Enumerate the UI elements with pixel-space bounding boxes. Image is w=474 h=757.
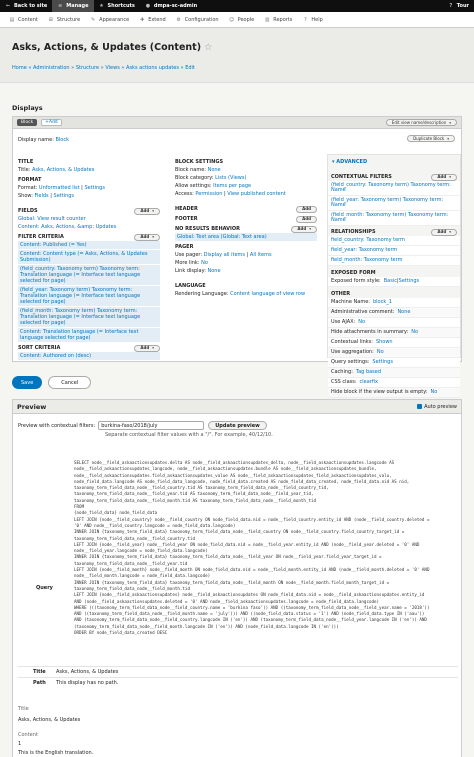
relationship-link[interactable]: field_country: Taxonomy term	[331, 237, 405, 243]
preview-path-value: This display has no path.	[56, 680, 119, 686]
link-display-value[interactable]: None	[207, 268, 221, 274]
preview-title-row	[18, 666, 458, 677]
no-results-item[interactable]	[175, 233, 317, 241]
other-label: Use aggregation:	[331, 349, 374, 355]
filter-item[interactable]	[18, 307, 160, 327]
contextual-filters-row	[18, 421, 267, 430]
other-row	[328, 338, 460, 348]
help-icon: ?	[304, 16, 307, 23]
other-label: Hide block if the view output is empty:	[331, 389, 428, 395]
other-link[interactable]: block_1	[372, 299, 392, 305]
preview-title-label: Title	[33, 669, 46, 675]
preview-path-row	[18, 677, 458, 688]
no-results-link[interactable]: Global: Text area (Global: Text area)	[177, 234, 267, 240]
format-heading: FORMAT	[18, 177, 42, 183]
no-results-heading-label: NO RESULTS BEHAVIOR	[175, 226, 240, 232]
contextual-filter-link[interactable]: (field_year: Taxonomy term) Taxonomy term: Name	[331, 197, 444, 208]
use-pager-row	[175, 251, 317, 259]
shortcuts-label: Shortcuts	[107, 3, 135, 9]
display-name	[18, 137, 69, 143]
footer-heading	[175, 215, 317, 223]
field-link[interactable]: Content: Asks, Actions, &amp; Updates	[18, 224, 117, 230]
result-content-value: This is the English translation.	[18, 750, 94, 756]
format-settings-link[interactable]: Settings	[84, 185, 105, 191]
filter-heading	[18, 233, 160, 241]
more-link-value[interactable]: No	[201, 260, 208, 266]
add-sort-button[interactable]	[134, 345, 160, 352]
chevron-down-icon: ▾	[449, 175, 451, 179]
save-button[interactable]: Save	[12, 376, 42, 389]
relationships-label: RELATIONSHIPS	[331, 229, 376, 235]
preview-heading: Preview	[17, 402, 47, 411]
footer-heading-label: FOOTER	[175, 216, 198, 222]
relationship-item[interactable]	[328, 256, 460, 266]
other-label: Contextual links:	[331, 339, 373, 345]
exposed-form-label: Exposed form style:	[331, 278, 381, 284]
pager-heading: PAGER	[175, 244, 194, 250]
auto-preview-checkbox[interactable]	[417, 404, 457, 410]
result-counter: 1	[18, 741, 22, 747]
separator: |	[396, 278, 399, 284]
access-label: Access:	[175, 191, 194, 197]
rendering-language-row	[175, 290, 317, 298]
access-link[interactable]: Permission	[195, 191, 223, 197]
exposed-form-heading: EXPOSED FORM	[331, 270, 376, 276]
other-row	[328, 358, 460, 368]
relationship-link[interactable]: field_year: Taxonomy term	[331, 247, 398, 253]
sort-heading	[18, 344, 160, 352]
add-contextual-filter-button[interactable]	[431, 174, 457, 181]
admin-menu	[0, 12, 474, 28]
add-display-button[interactable]: +Add	[41, 119, 61, 126]
separator: |	[79, 185, 85, 191]
other-row	[328, 308, 460, 318]
display-name-label: Display name:	[18, 137, 54, 143]
chevron-down-icon: ▾	[152, 346, 154, 350]
menu-label: Content	[18, 16, 38, 23]
block-name-label: Block name:	[175, 167, 206, 173]
show-link[interactable]: Fields	[34, 193, 49, 199]
other-label: Use AJAX:	[331, 319, 356, 325]
menu-extend[interactable]	[134, 17, 171, 23]
preview-path-label: Path	[33, 680, 46, 686]
filter-item[interactable]	[18, 241, 160, 249]
column-middle	[175, 156, 317, 298]
duplicate-block-button[interactable]	[407, 135, 455, 142]
contextual-filters-label: CONTEXTUAL FILTERS	[331, 174, 392, 180]
add-label: Add	[140, 234, 150, 239]
field-item[interactable]	[18, 215, 160, 223]
header-heading	[175, 205, 317, 213]
use-pager-link[interactable]: Display all items	[203, 252, 246, 258]
other-heading: OTHER	[331, 291, 351, 297]
chevron-down-icon: ▾	[152, 235, 154, 239]
result-title-label: Title	[18, 706, 29, 712]
filter-item[interactable]	[18, 250, 160, 264]
use-pager-label: Use pager:	[175, 252, 203, 258]
filter-link[interactable]: (field_month: Taxonomy term) Taxonomy term: Translation language (= Interface text language selected for page)	[20, 308, 141, 326]
tab-block[interactable]: Block	[17, 119, 37, 126]
star-icon: ★	[99, 3, 104, 9]
help-icon: ?	[449, 3, 453, 9]
edit-view-name-label: Edit view name/description	[391, 119, 447, 125]
filter-item[interactable]	[18, 286, 160, 306]
manage-tab[interactable]	[52, 0, 93, 12]
exposed-form-row	[328, 277, 460, 287]
other-row	[328, 388, 460, 398]
chevron-down-icon: ▾	[309, 227, 311, 231]
allow-settings-row	[175, 182, 317, 190]
menu-appearance[interactable]	[85, 17, 134, 23]
block-name-link[interactable]: None	[207, 167, 221, 173]
contextual-filter-link[interactable]: (field_country: Taxonomy term) Taxonomy term: Name	[331, 182, 451, 193]
query-sql: SELECT node__field_askaactionsupdates.delta AS node__field_askaactionsupdates_delta, node__field_askaactionsupdates.langcode AS node__field_askaactionsupdates_langcode, node__field_askaactionsupdates.bundle AS node__field_askaactionsupdates_bundle, node__field_askaactionsupdates.field_askaactionsupdates_value AS node__field_askaactionsupdates_field_askaactionsupdates_valu, node_field_data.langcode AS node_field_data_langcode, node_field_data.created AS node_field_data_created, node_field_data.nid AS nid, taxonomy_term_field_data_node__field_country.tid AS taxonomy_term_field_data_node__field_country_tid, taxonomy_term_field_data_node__field_year.tid AS taxonomy_term_field_data_node__field_year_tid, taxonomy_term_field_data_node__field_month.tid AS taxonomy_term_field_data_node__field_month_tid FROM {node_field_data} node_field_data LEFT JOIN {node__field_country} node__field_country ON node_field_data.nid = node__field_country.entity_id AND (node__field_country.deleted = '0' AND node__field_country.langcode = node_field_data.langcode) INNER JOIN {taxonomy_term_field_data} taxonomy_term_field_data_node__field_country ON node__field_country.field_country_target_id = taxonomy_term_field_data_node__field_country.tid LEFT JOIN {node__field_year} node__field_year ON node_field_data.nid = node__field_year.entity_id AND (node__field_year.deleted = '0' AND node__field_year.langcode = node_field_data.langcode) INNER JOIN {taxonomy_term_field_data} taxonomy_term_field_data_node__field_year ON node__field_year.field_year_target_id = taxonomy_term_field_data_node__field_year.tid LEFT JOIN {node__field_month} node__field_month ON node_field_data.nid = node__field_month.entity_id AND (node__field_month.deleted = '0' AND node__field_month.langcode = node_field_data.langcode) INNER JOIN {taxonomy_term_field_data} taxonomy_term_field_data_node__field_month ON node__field_month.field_month_target_id = taxonomy_term_field_data_node__field_month.tid LEFT JOIN {node__field_askaactionsupdates} node__field_askaactionsupdates ON node_field_data.nid = node__field_askaactionsupdates.entity_id AND (node__field_askaactionsupdates.deleted = '0' AND node__field_askaactionsupdates.langcode = node_field_data.langcode) WHERE (((taxonomy_term_field_data_node__field_country.name = 'burkina faso')) AND ((taxonomy_term_field_data_node__field_year.name = '2018')) AND ((taxonomy_term_field_data_node__field_month.name = 'july'))) AND ((node_field_data.status = '1') AND (node_field_data.type IN ('aau')) AND (taxonomy_term_field_data_node__field_country.langcode IN ('en')) AND (taxonomy_term_field_data_node__field_year.langcode IN ('en')) AND (taxonomy_term_field_data_node__field_month.langcode IN ('en')) AND (node_field_data.langcode IN ('en'))) ORDER BY node_field_data_created DESC	[74, 460, 430, 636]
menu-structure[interactable]	[43, 17, 85, 23]
add-relationship-button[interactable]	[431, 229, 457, 236]
filter-item[interactable]	[18, 265, 160, 285]
filter-link[interactable]: (field_country: Taxonomy term) Taxonomy term: Translation language (= Interface text language selected for page)	[20, 266, 141, 284]
sort-link[interactable]: Content: Authored on (desc)	[20, 353, 92, 359]
other-link[interactable]: No	[430, 389, 438, 395]
result-content	[18, 726, 458, 756]
add-label: Add	[302, 206, 311, 211]
separator: |	[245, 252, 250, 258]
add-field-button[interactable]	[134, 208, 160, 215]
rendering-language-link[interactable]: Content language of view row	[230, 291, 306, 297]
menu-label: Help	[311, 16, 323, 23]
other-link[interactable]: Tag based	[355, 369, 382, 375]
fields-heading	[18, 207, 160, 215]
result-title-value: Asks, Actions, & Updates	[18, 717, 81, 723]
other-link[interactable]: No	[358, 319, 366, 325]
filter-heading-label: FILTER CRITERIA	[18, 234, 64, 240]
contextual-filter-item[interactable]	[328, 196, 460, 211]
add-label: Add	[297, 226, 307, 231]
block-category-label: Block category:	[175, 175, 214, 181]
extend-icon: ✚	[140, 16, 145, 23]
show-settings-link[interactable]: Settings	[53, 193, 75, 199]
query-label: Query	[36, 585, 53, 591]
menu-label: Extend	[148, 16, 166, 23]
reports-icon: ▥	[264, 16, 270, 23]
contextual-filter-item[interactable]	[328, 211, 460, 226]
other-row	[328, 378, 460, 388]
allow-settings-label: Allow settings:	[175, 183, 212, 189]
menu-label: Appearance	[99, 16, 130, 23]
sort-heading-label: SORT CRITERIA	[18, 345, 61, 351]
title-label: Title:	[18, 167, 31, 173]
other-link[interactable]: clearfix	[359, 379, 378, 385]
tour-label: Tour	[456, 3, 469, 9]
rendering-language-label: Rendering Language:	[175, 291, 229, 297]
auto-preview-label: Auto preview	[424, 403, 457, 410]
advanced-column	[327, 154, 461, 395]
no-results-heading	[175, 225, 317, 233]
page-header	[0, 28, 474, 83]
user-tab[interactable]	[140, 0, 202, 12]
access-extra-link[interactable]: View published content	[227, 191, 286, 197]
menu-icon: ≡	[58, 3, 63, 9]
menu-help[interactable]	[297, 17, 327, 23]
exposed-form-link[interactable]: Basic	[383, 278, 397, 284]
structure-icon: ⊞	[48, 16, 53, 23]
other-row	[328, 328, 460, 338]
page-title	[12, 28, 462, 53]
allow-settings-link[interactable]: Items per page	[213, 183, 252, 189]
main-content	[0, 104, 474, 757]
preview-title-value: Asks, Actions, & Updates	[56, 669, 119, 675]
link-display-label: Link display:	[175, 268, 206, 274]
other-link[interactable]: Shown	[375, 339, 393, 345]
block-category-link[interactable]: Lists (Views)	[215, 175, 247, 181]
separator: |	[222, 191, 228, 197]
header-heading-label: HEADER	[175, 206, 198, 212]
contextual-filters-input[interactable]: burkina-faso/2018/july	[98, 421, 204, 430]
menu-reports[interactable]	[259, 17, 297, 23]
chevron-down-icon: ▾	[449, 120, 451, 125]
add-no-results-button[interactable]	[291, 226, 317, 233]
back-label: Back to site	[14, 3, 48, 9]
checkbox-checked-icon	[417, 404, 422, 409]
update-preview-button[interactable]: Update preview	[208, 421, 267, 430]
breadcrumb[interactable]: Home » Administration » Structure » Views » Asks actions updates » Edit	[12, 65, 195, 71]
shortcuts-tab[interactable]	[94, 0, 140, 12]
add-filter-button[interactable]	[134, 234, 160, 241]
other-row	[328, 318, 460, 328]
contextual-filter-item[interactable]	[328, 181, 460, 196]
other-link[interactable]: No	[411, 329, 419, 335]
show-row	[18, 192, 160, 200]
format-row	[18, 184, 160, 192]
admin-toolbar	[0, 0, 474, 12]
content-icon: ▤	[9, 16, 15, 23]
contextual-filter-link[interactable]: (field_month: Taxonomy term) Taxonomy term: Name	[331, 212, 449, 223]
menu-label: Reports	[273, 16, 293, 23]
other-label: Caching:	[331, 369, 353, 375]
block-name-row	[175, 166, 317, 174]
contextual-filters-input-label: Preview with contextual filters:	[18, 422, 96, 429]
menu-label: Configuration	[184, 16, 219, 23]
spacer	[18, 200, 160, 205]
people-icon: ☺	[229, 16, 235, 23]
add-label: Add	[437, 174, 447, 179]
filter-link[interactable]: Content: Published (= Yes)	[20, 242, 87, 248]
back-to-site-link[interactable]	[0, 0, 52, 12]
menu-content[interactable]	[4, 17, 43, 23]
edit-view-name-button[interactable]	[386, 119, 457, 126]
add-label: Add	[140, 345, 150, 350]
appearance-icon: ✎	[91, 16, 96, 23]
user-label: dmpa-sc-admin	[153, 3, 198, 9]
other-row	[328, 368, 460, 378]
arrow-left-icon: ←	[5, 3, 11, 9]
wrench-icon: ⚙	[176, 16, 181, 23]
show-label: Show:	[18, 193, 33, 199]
add-label: Add	[437, 229, 447, 234]
block-settings-heading: BLOCK SETTINGS	[175, 159, 224, 165]
preview-header	[13, 400, 461, 414]
filter-item[interactable]	[18, 328, 160, 342]
access-row	[175, 190, 317, 198]
contextual-filters-heading	[328, 173, 460, 181]
filter-link[interactable]: (field_year: Taxonomy term) Taxonomy term: Translation language (= Interface text language selected for page)	[20, 287, 141, 305]
relationship-link[interactable]: field_month: Taxonomy term	[331, 257, 403, 263]
spacer	[175, 275, 317, 280]
tour-button[interactable]	[443, 0, 474, 12]
star-icon[interactable]: ☆	[204, 42, 213, 53]
field-link[interactable]: Global: View result counter	[18, 216, 86, 222]
duplicate-label: Duplicate Block	[413, 135, 445, 141]
menu-people[interactable]	[224, 17, 260, 23]
more-link-label: More link:	[175, 260, 200, 266]
format-label: Format:	[18, 185, 38, 191]
add-label: Add	[302, 216, 311, 221]
other-link[interactable]: Settings	[372, 359, 393, 365]
sort-item[interactable]	[18, 352, 160, 360]
other-link[interactable]: No	[376, 349, 384, 355]
other-label: Query settings:	[331, 359, 370, 365]
filter-link[interactable]: Content: Translation language (= Interface text language selected for page)	[20, 329, 139, 341]
relationships-heading	[328, 228, 460, 236]
title-row	[18, 166, 160, 174]
advanced-toggle[interactable]: ▾ ADVANCED	[332, 159, 368, 165]
preview-section	[12, 399, 462, 757]
all-items-link[interactable]: All items	[249, 252, 272, 258]
display-name-link[interactable]: Block	[55, 137, 70, 143]
separator: |	[48, 193, 54, 199]
add-footer-button[interactable]	[296, 216, 317, 223]
other-label: Hide attachments in summary:	[331, 329, 409, 335]
other-link[interactable]: None	[397, 309, 411, 315]
spacer	[175, 198, 317, 203]
relationship-item[interactable]	[328, 246, 460, 256]
add-label: Add	[140, 208, 150, 213]
page-title-text: Asks, Actions, & Updates (Content)	[12, 42, 202, 53]
format-link[interactable]: Unformatted list	[38, 185, 80, 191]
other-row	[328, 298, 460, 308]
language-heading: LANGUAGE	[175, 283, 206, 289]
block-category-row	[175, 174, 317, 182]
chevron-down-icon: ▾	[152, 209, 154, 213]
filter-link[interactable]: Content: Content type (= Asks, Actions, & Updates Submission)	[20, 251, 148, 263]
other-label: Machine Name:	[331, 299, 370, 305]
other-label: Administrative comment:	[331, 309, 395, 315]
title-heading: TITLE	[18, 159, 34, 165]
menu-label: People	[237, 16, 255, 23]
menu-configuration[interactable]	[171, 17, 224, 23]
contextual-filters-hint: Separate contextual filter values with a "/". For example, 40/12/10.	[105, 432, 273, 438]
user-icon: ●	[145, 3, 151, 9]
fields-heading-label: FIELDS	[18, 208, 38, 214]
menu-label: Structure	[56, 16, 81, 23]
result-content-label: Content	[18, 732, 38, 738]
relationship-item[interactable]	[328, 236, 460, 246]
result-title	[18, 700, 458, 723]
more-link-row	[175, 259, 317, 267]
other-row	[328, 348, 460, 358]
column-left	[18, 156, 160, 361]
chevron-down-icon: ▾	[449, 230, 451, 234]
cancel-button[interactable]: Cancel	[48, 376, 91, 389]
add-header-button[interactable]	[296, 206, 317, 213]
title-link[interactable]: Asks, Actions, & Updates	[32, 167, 95, 173]
other-label: CSS class:	[331, 379, 357, 385]
field-item[interactable]	[18, 223, 160, 231]
link-display-row	[175, 267, 317, 275]
spacer	[328, 166, 460, 171]
displays-heading: Displays	[12, 104, 43, 112]
displays-tabs	[12, 116, 462, 129]
exposed-form-settings-link[interactable]: Settings	[398, 278, 420, 284]
chevron-down-icon: ▾	[447, 136, 449, 141]
manage-label: Manage	[66, 3, 89, 9]
